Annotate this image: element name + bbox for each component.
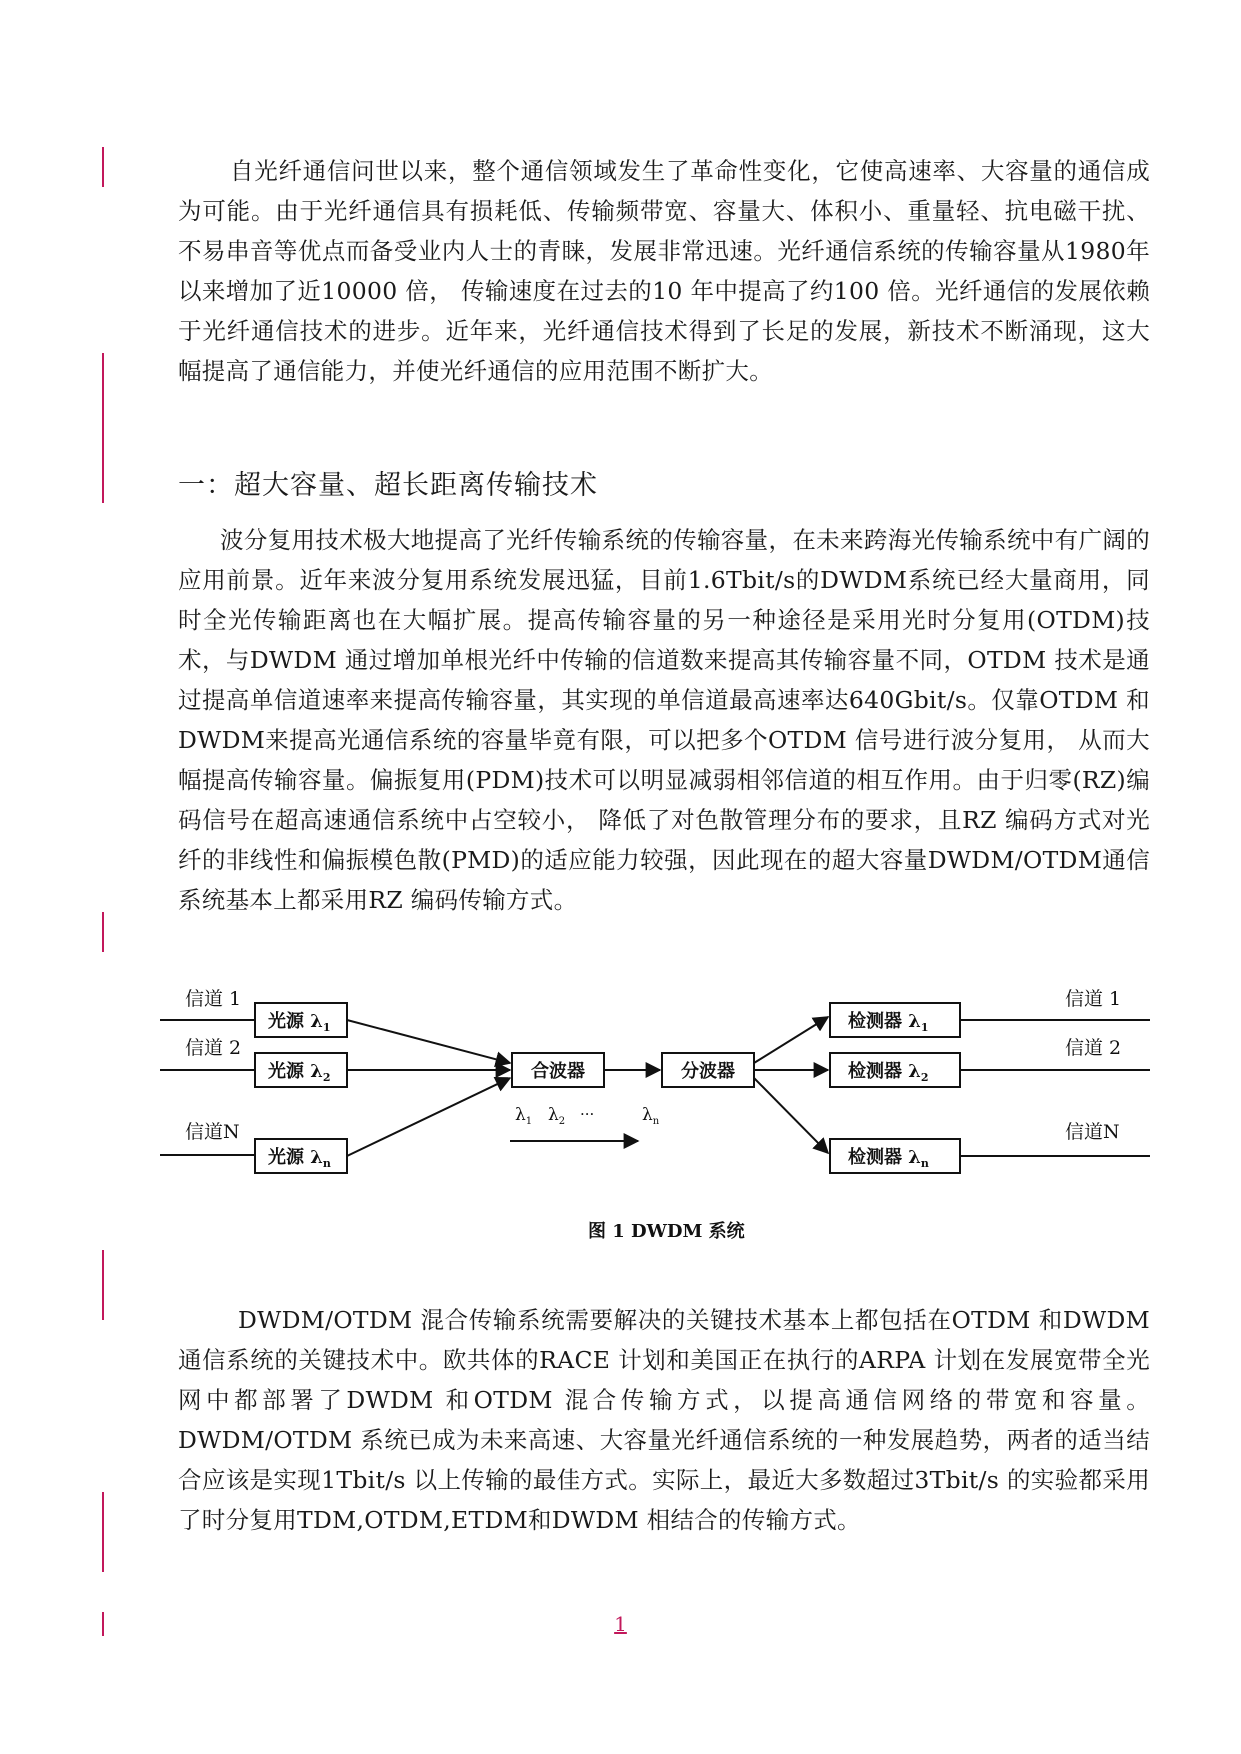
light-source-label: 光源 $\lambda_n$ (268, 1147, 331, 1170)
figure-caption: 图 1 DWDM 系统 (588, 1221, 745, 1242)
detector-label: 检测器 $\lambda_n$ (848, 1147, 929, 1170)
source-arrow (347, 1020, 510, 1063)
input-channel-label: 信道 1 (185, 988, 242, 1010)
source-arrow (347, 1078, 510, 1156)
revision-bar (102, 1250, 104, 1320)
output-channel-label: 信道 2 (1065, 1037, 1122, 1059)
input-channel-label: 信道 2 (185, 1037, 242, 1059)
revision-bar (102, 912, 104, 952)
light-source-label: 光源 $\lambda_2$ (268, 1061, 331, 1084)
dwdm-diagram (160, 975, 1150, 1245)
section-heading: 一：超大容量、超长距离传输技术 (178, 470, 598, 501)
section-paragraph: 波分复用技术极大地提高了光纤传输系统的传输容量，在未来跨海光传输系统中有广阔的应用前景。近年来波分复用系统发展迅猛，目前1.6Tbit/s的DWDM系统已经大量商用，同时全光传输距离也在大幅扩展。提高传输容量的另一种途径是采用光时分复用(OTDM)技术，与DWDM 通过增加单根光纤中传输的信道数来提高其传输容量不同，OTDM 技术是通过提高单信道速率来提高传输容量，其实现的单信道最高速率达640Gbit/s。仅靠OTDM 和DWDM来提高光通信系统的容量毕竟有限，可以把多个OTDM 信号进行波分复用， 从而大幅提高传输容量。偏振复用(PDM)技术可以明显减弱相邻信道的相互作用。由于归零(RZ)编码信号在超高速通信系统中占空较小， 降低了对色散管理分布的要求，且RZ 编码方式对光纤的非线性和偏振模色散(PMD)的适应能力较强，因此现在的超大容量DWDM/OTDM通信系统基本上都采用RZ 编码传输方式。 (178, 526, 1150, 914)
splitter-label: 分波器 (681, 1061, 735, 1082)
detector-arrow (754, 1017, 828, 1063)
revision-bar (102, 353, 104, 503)
wavelength-lambda: $\lambda_2$ (548, 1105, 566, 1127)
closing-paragraph: DWDM/OTDM 混合传输系统需要解决的关键技术基本上都包括在OTDM 和DWDM 通信系统的关键技术中。欧共体的RACE 计划和美国正在执行的ARPA 计划在发展宽带全光网中都部署了DWDM 和OTDM 混合传输方式，以提高通信网络的带宽和容量。DWDM/OTDM 系统已成为未来高速、大容量光纤通信系统的一种发展趋势，两者的适当结合应该是实现1Tbit/s 以上传输的最佳方式。实际上，最近大多数超过3Tbit/s 的实验都采用了时分复用TDM,OTDM,ETDM和DWDM 相结合的传输方式。 (178, 1306, 1150, 1534)
light-source-label: 光源 $\lambda_1$ (268, 1011, 331, 1034)
combiner-label: 合波器 (531, 1061, 585, 1082)
detector-arrow (754, 1078, 828, 1153)
wavelength-lambda: $\lambda_1$ (515, 1105, 533, 1127)
detector-label: 检测器 $\lambda_1$ (848, 1011, 929, 1034)
wavelength-ellipsis: ··· (580, 1105, 595, 1123)
output-channel-label: 信道N (1065, 1121, 1120, 1143)
intro-paragraph: 自光纤通信问世以来，整个通信领域发生了革命性变化，它使高速率、大容量的通信成为可能。由于光纤通信具有损耗低、传输频带宽、容量大、体积小、重量轻、抗电磁干扰、不易串音等优点而备受业内人士的青睐，发展非常迅速。光纤通信系统的传输容量从1980年以来增加了近10000 倍， 传输速度在过去的10 年中提高了约100 倍。光纤通信的发展依赖于光纤通信技术的进步。近年来，光纤通信技术得到了长足的发展，新技术不断涌现，这大幅提高了通信能力，并使光纤通信的应用范围不断扩大。 (178, 157, 1150, 385)
wavelength-lambda: $\lambda_n$ (642, 1105, 660, 1127)
detector-label: 检测器 $\lambda_2$ (848, 1061, 929, 1084)
page-number: 1 (614, 1612, 627, 1636)
revision-bar (102, 147, 104, 187)
input-channel-label: 信道N (185, 1121, 240, 1143)
output-channel-label: 信道 1 (1065, 988, 1122, 1010)
revision-bar (102, 1492, 104, 1572)
